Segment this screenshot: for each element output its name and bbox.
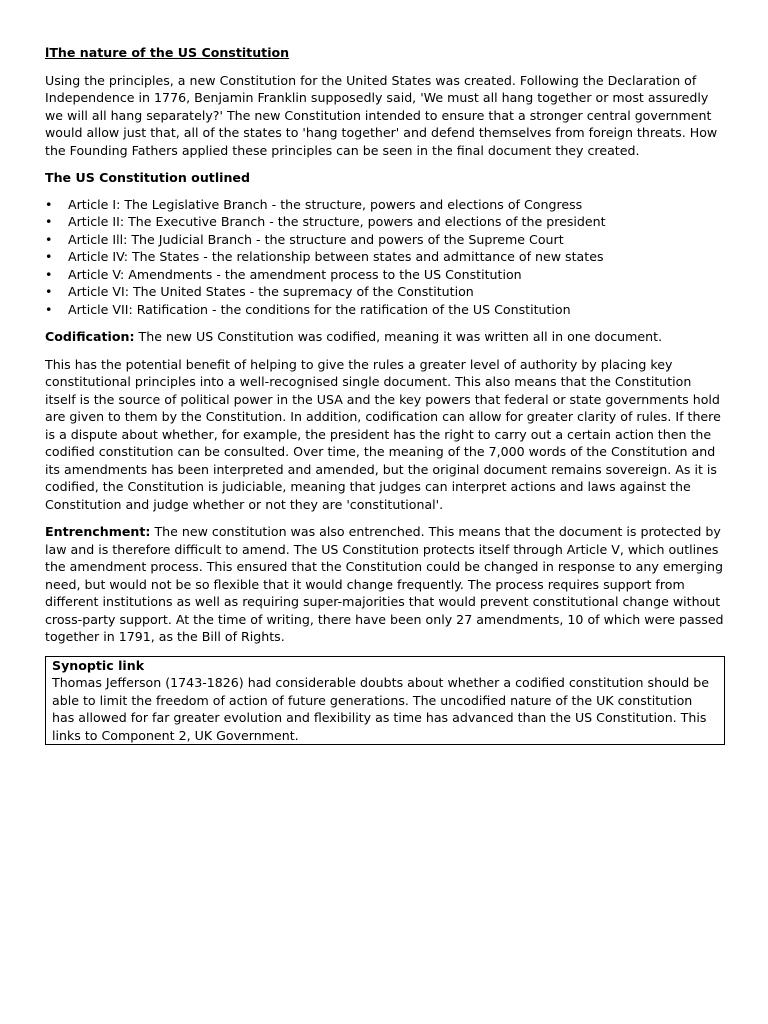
codification-label: Codification: [45, 329, 135, 344]
articles-list [45, 196, 725, 319]
synoptic-link-title: Synoptic link [52, 657, 145, 673]
list-item: • Article I: The Legislative Branch - the structure, powers and elections of Congress [45, 196, 725, 214]
entrenchment-paragraph [45, 523, 725, 646]
synoptic-link-box [45, 656, 725, 746]
list-item: • Article II: The Executive Branch - the structure, powers and elections of the president [45, 213, 725, 231]
codification-body-paragraph: This has the potential benefit of helping to give the rules a greater level of authority by placing key constitutional principles into a well-recognised single document. This also means that the Constitution itself is the source of political power in the USA and the key powers that federal or state governments hold are given to them by the Constitution. In addition, codification can allow for greater clarity of rules. If there is a dispute about whether, for example, the president has the right to carry out a certain action then the codified constitution can be consulted. Over time, the meaning of the 7,000 words of the Constitution and its amendments has been interpreted and amended, but the original document remains sovereign. As it is codified, the Constitution is judiciable, meaning that judges can interpret actions and laws against the Constitution and judge whether or not they are 'constitutional'. [45, 356, 721, 512]
codification-lead-paragraph [45, 328, 725, 346]
synoptic-link-body: Thomas Jefferson (1743-1826) had considerable doubts about whether a codified constitution should be able to limit the freedom of action of future generations. The uncodified nature of the UK constitution has allowed for far greater evolution and flexibility as time has advanced than the US Constitution. This links to Component 2, UK Government. [52, 675, 710, 743]
outline-heading: The US Constitution outlined [45, 170, 250, 185]
page-title: lThe nature of the US Constitution [45, 45, 290, 60]
list-item: • Article VII: Ratification - the conditions for the ratification of the US Constitution [45, 301, 725, 319]
codification-lead: The new US Constitution was codified, meaning it was written all in one document. [134, 329, 663, 344]
list-item: • Article V: Amendments - the amendment process to the US Constitution [45, 266, 725, 284]
document-content [45, 44, 725, 745]
list-item: • Article Ill: The Judicial Branch - the structure and powers of the Supreme Court [45, 231, 725, 249]
intro-paragraph: Using the principles, a new Constitution for the United States was created. Following the Declaration of Independence in 1776, Benjamin Franklin supposedly said, 'We must all hang together or most assuredly we will all hang separately?' The new Constitution intended to ensure that a stronger central government would allow just that, all of the states to 'hang together' and defend themselves from foreign threats. How the Founding Fathers applied these principles can be seen in the final document they created. [45, 72, 718, 158]
list-item: • Article IV: The States - the relationship between states and admittance of new states [45, 248, 725, 266]
entrenchment-body: The new constitution was also entrenched. This means that the document is protected by law and is therefore difficult to amend. The US Constitution protects itself through Article V, which outlines the amendment process. This ensured that the Constitution could be changed in response to any emerging need, but would not be so flexible that it would change frequently. The process requires support from different institutions as well as requiring super-majorities that would prevent constitutional change without cross-party support. At the time of writing, there have been only 27 amendments, 10 of which were passed together in 1791, as the Bill of Rights. [45, 524, 724, 644]
list-item: • Article VI: The United States - the supremacy of the Constitution [45, 283, 725, 301]
entrenchment-label: Entrenchment: [45, 524, 151, 539]
